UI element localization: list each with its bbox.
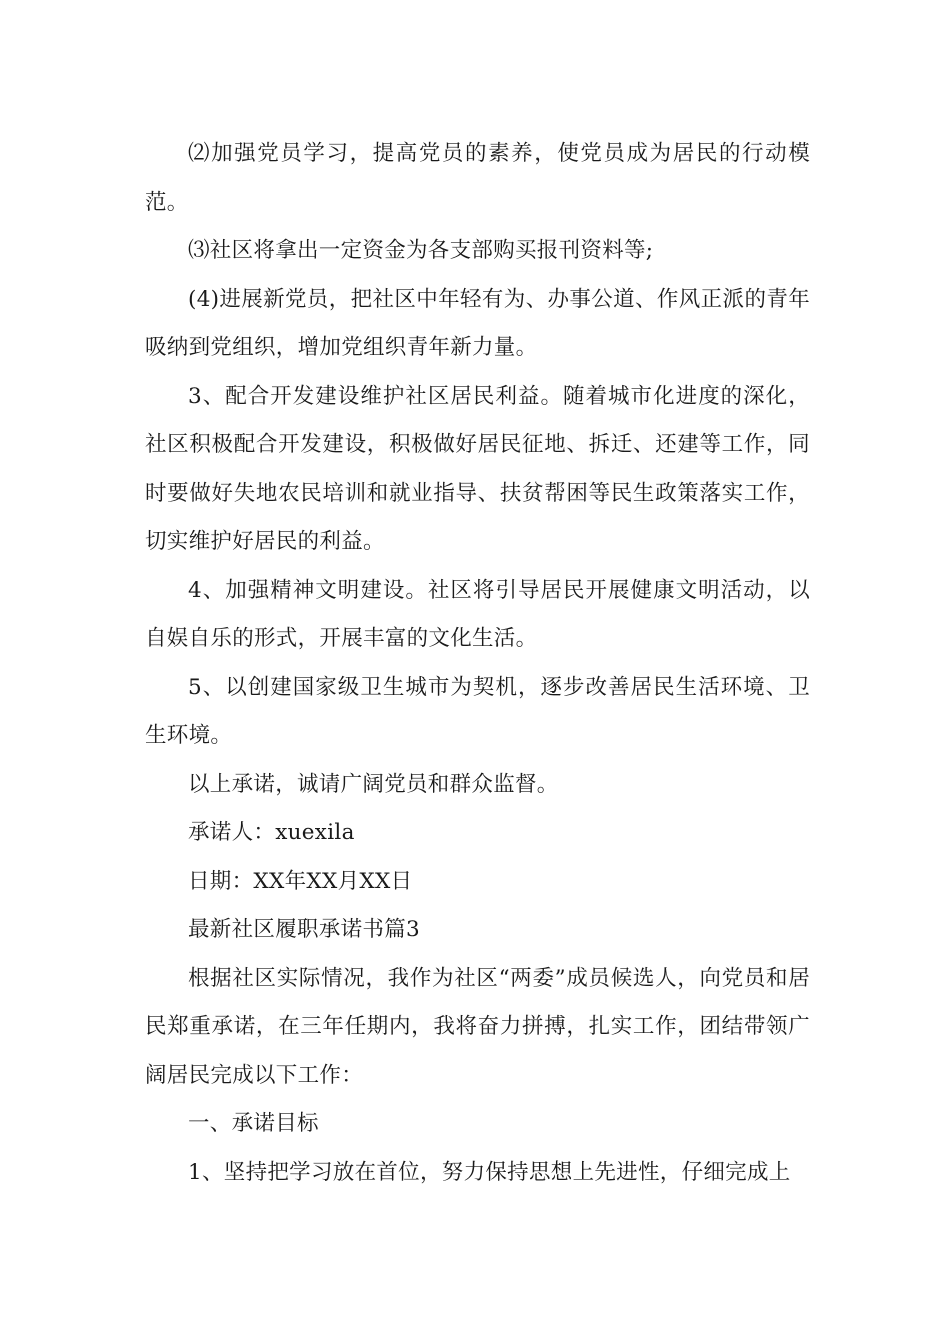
- paragraph-funding-newspapers: ⑶社区将拿出一定资金为各支部购买报刊资料等;: [188, 238, 654, 263]
- paragraph-goals-heading: 一、承诺目标: [188, 1111, 319, 1136]
- paragraph-signatory: 承诺人：xuexila: [188, 820, 355, 845]
- paragraph-new-members: (4)进展新党员，把社区中年轻有为、办事公道、作风正派的青年吸纳到党组织，增加党组织青年新力量。: [145, 286, 810, 360]
- paragraph-sanitation-city: 5、以创建国家级卫生城市为契机，逐步改善居民生活环境、卫生环境。: [145, 674, 810, 748]
- paragraph-introduction: 根据社区实际情况，我作为社区“两委”成员候选人，向党员和居民郑重承诺，在三年任期内，我将奋力拼搏，扎实工作，团结带领广阔居民完成以下工作：: [145, 965, 810, 1088]
- paragraph-date: 日期：XX年XX月XX日: [188, 868, 413, 894]
- section-heading: 最新社区履职承诺书篇3: [188, 917, 420, 942]
- paragraph-development-interests: 3、配合开发建设维护社区居民利益。随着城市化进度的深化，社区积极配合开发建设，积极做好居民征地、拆迁、还建等工作，同时要做好失地农民培训和就业指导、扶贫帮困等民生政策落实工作，切实维护好居民的利益。: [145, 383, 810, 554]
- paragraph-goal-1: 1、坚持把学习放在首位，努力保持思想上先进性，仔细完成上: [188, 1159, 791, 1185]
- paragraph-strengthen-study: ⑵加强党员学习，提高党员的素养，使党员成为居民的行动模范。: [145, 141, 810, 215]
- paragraph-spiritual-civilization: 4、加强精神文明建设。社区将引导居民开展健康文明活动，以自娱自乐的形式，开展丰富的文化生活。: [145, 577, 810, 651]
- document-body: [145, 130, 810, 1197]
- paragraph-supervision: 以上承诺，诚请广阔党员和群众监督。: [188, 771, 559, 797]
